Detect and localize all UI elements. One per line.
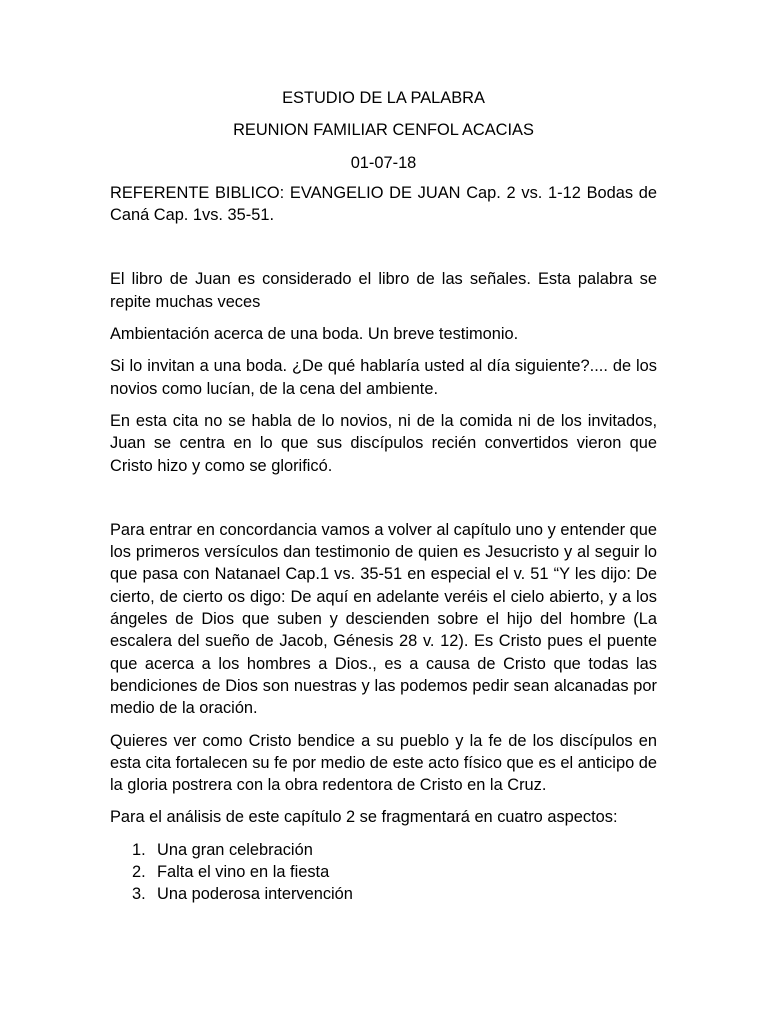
document-page (110, 87, 657, 906)
biblical-reference: REFERENTE BIBLICO: EVANGELIO DE JUAN Cap. 2 vs. 1-12 Bodas de Caná Cap. 1vs. 35-51. (110, 183, 657, 225)
list-item (110, 861, 657, 883)
aspects-list (110, 839, 657, 906)
list-item (110, 839, 657, 861)
list-item-number: 1. (132, 840, 146, 859)
document-date: 01-07-18 (350, 153, 417, 172)
document-title: ESTUDIO DE LA PALABRA (282, 89, 485, 107)
list-item (110, 883, 657, 905)
paragraph-question: Si lo invitan a una boda. ¿De qué hablaría usted al día siguiente?.... de los novios como lucían, de la cena del ambiente. (110, 357, 657, 398)
list-item-text: Una poderosa intervención (157, 885, 353, 904)
paragraph-analysis: Para el análisis de este capítulo 2 se fragmentará en cuatro aspectos: (110, 808, 618, 827)
paragraph-blessing: Quieres ver como Cristo bendice a su pueblo y la fe de los discípulos en esta cita fortalecen su fe por medio de este acto físico que es el anticipo de la gloria postrera con la obra redentora de Cristo en la Cruz. (110, 731, 657, 795)
paragraph-setting: Ambientación acerca de una boda. Un breve testimonio. (110, 325, 519, 344)
paragraph-focus: En esta cita no se habla de lo novios, ni de la comida ni de los invitados, Juan se centra en lo que sus discípulos recién convertidos vieron que Cristo hizo y como se glorificó. (110, 411, 657, 475)
paragraph-concordance: Para entrar en concordancia vamos a volver al capítulo uno y entender que los primeros versículos dan testimonio de quien es Jesucristo y al seguir lo que pasa con Natanael Cap.1 vs. 35-51 en especial el v. 51 “Y les dijo: De cierto, de cierto os digo: De aquí en adelante veréis el cielo abierto, y a los ángeles de Dios que suben y descienden sobre el hijo del hombre (La escalera del sueño de Jacob, Génesis 28 v. 12). Es Cristo pues el puente que acerca a los hombres a Dios., es a causa de Cristo que todas las bendiciones de Dios son nuestras y las podemos pedir sean alcanadas por medio de la oración. (110, 520, 657, 718)
list-item-number: 2. (132, 863, 146, 882)
list-item-text: Una gran celebración (157, 840, 313, 859)
document-subtitle: REUNION FAMILIAR CENFOL ACACIAS (233, 121, 534, 140)
list-item-text: Falta el vino en la fiesta (157, 863, 330, 882)
list-item-number: 3. (132, 885, 146, 904)
paragraph-intro: El libro de Juan es considerado el libro de las señales. Esta palabra se repite muchas veces (110, 270, 657, 311)
